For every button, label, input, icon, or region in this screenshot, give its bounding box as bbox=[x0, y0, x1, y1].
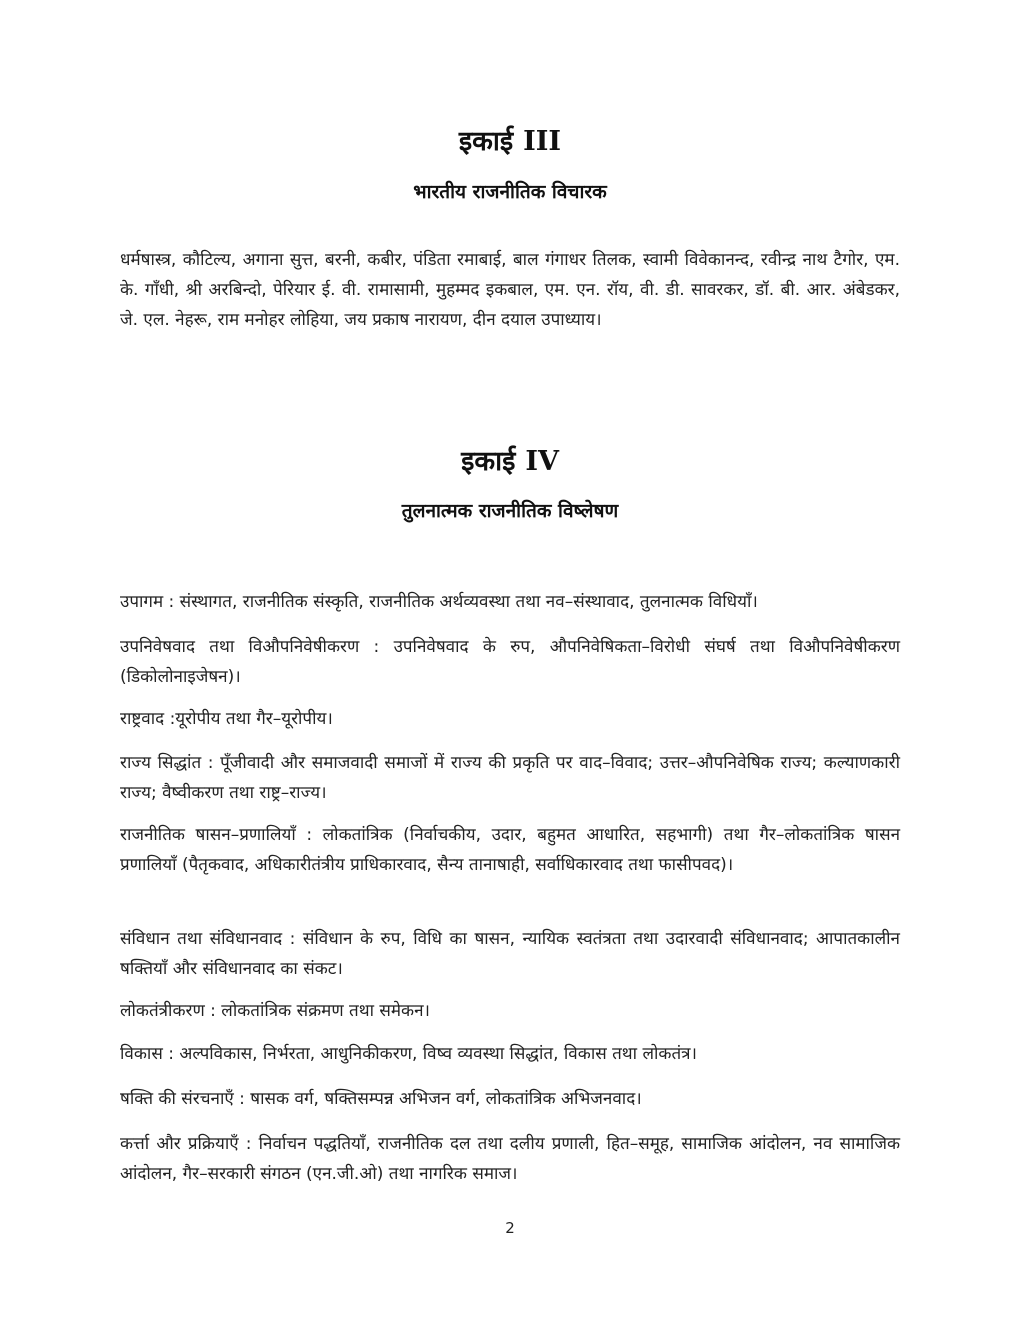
unit-4-paragraph-colonialism: उपनिवेषवाद तथा विऔपनिवेषीकरण : उपनिवेषवाद के रुप, औपनिवेषिकता–विरोधी संघर्ष तथा विऔपनिवेषीकरण (डिकोलोनाइजेषन)। bbox=[120, 637, 900, 687]
unit-4-paragraph-constitution: संविधान तथा संविधानवाद : संविधान के रुप, विधि का षासन, न्यायिक स्वतंत्रता तथा उदारवादी संविधानवाद; आपातकालीन षक्तियाँ और संविधानवाद का संकट। bbox=[120, 929, 900, 979]
unit-4-paragraph-actors-processes: कर्त्ता और प्रक्रियाएँ : निर्वाचन पद्धतियाँ, राजनीतिक दल तथा दलीय प्रणाली, हित–समूह, सामाजिक आंदोलन, नव सामाजिक आंदोलन, गैर–सरकारी संगठन (एन.जी.ओ) तथा नागरिक समाज। bbox=[120, 1134, 900, 1184]
unit-4-label: इकाई bbox=[461, 446, 516, 477]
unit-4-paragraph-development: विकास : अल्पविकास, निर्भरता, आधुनिकीकरण, विष्व व्यवस्था सिद्धांत, विकास तथा लोकतंत्र। bbox=[120, 1044, 697, 1064]
unit-4-subtitle: तुलनात्मक राजनीतिक विष्लेषण bbox=[401, 500, 619, 522]
unit-4-paragraph-power-structures: षक्ति की संरचनाएँ : षासक वर्ग, षक्तिसम्पन्न अभिजन वर्ग, लोकतांत्रिक अभिजनवाद। bbox=[120, 1089, 642, 1109]
unit-4-paragraph-approaches: उपागम : संस्थागत, राजनीतिक संस्कृति, राजनीतिक अर्थव्यवस्था तथा नव–संस्थावाद, तुलनात्मक विधियाँ। bbox=[120, 592, 758, 612]
unit-4-paragraph-nationalism: राष्ट्रवाद :यूरोपीय तथा गैर–यूरोपीय। bbox=[120, 709, 333, 729]
unit-3-roman: III bbox=[523, 126, 562, 157]
unit-4-paragraph-regimes: राजनीतिक षासन–प्रणालियाँ : लोकतांत्रिक (निर्वाचकीय, उदार, बहुमत आधारित, सहभागी) तथा गैर–लोकतांत्रिक षासन प्रणालियाँ (पैतृकवाद, अधिकारीतंत्रीय प्राधिकारवाद, सैन्य तानाषाही, सर्वाधिकारवाद तथा फासीपवद)। bbox=[120, 825, 900, 875]
unit-3-subtitle: भारतीय राजनीतिक विचारक bbox=[413, 181, 607, 203]
unit-4-roman: IV bbox=[525, 446, 559, 477]
unit-3-label: इकाई bbox=[458, 126, 514, 157]
unit-3-paragraph: धर्मषास्त्र, कौटिल्य, अगाना सुत्त, बरनी, कबीर, पंडिता रमाबाई, बाल गंगाधर तिलक, स्वामी विवेकानन्द, रवीन्द्र नाथ टैगोर, एम. के. गाँधी, श्री अरबिन्दो, पेरियार ई. वी. रामासामी, मुहम्मद इकबाल, एम. एन. रॉय, वी. डी. सावरकर, डॉ. बी. आर. अंबेडकर, जे. एल. नेहरू, राम मनोहर लोहिया, जय प्रकाष नारायण, दीन दयाल उपाध्याय। bbox=[120, 250, 900, 330]
unit-4-paragraph-democratization: लोकतंत्रीकरण : लोकतांत्रिक संक्रमण तथा समेकन। bbox=[120, 1001, 430, 1021]
unit-4-heading bbox=[0, 441, 1020, 478]
unit-3-heading bbox=[0, 121, 1020, 158]
page-number: 2 bbox=[505, 1219, 515, 1237]
unit-4-paragraph-state-theory: राज्य सिद्धांत : पूँजीवादी और समाजवादी समाजों में राज्य की प्रकृति पर वाद–विवाद; उत्तर–औपनिवेषिक राज्य; कल्याणकारी राज्य; वैष्वीकरण तथा राष्ट्र–राज्य। bbox=[120, 753, 900, 803]
